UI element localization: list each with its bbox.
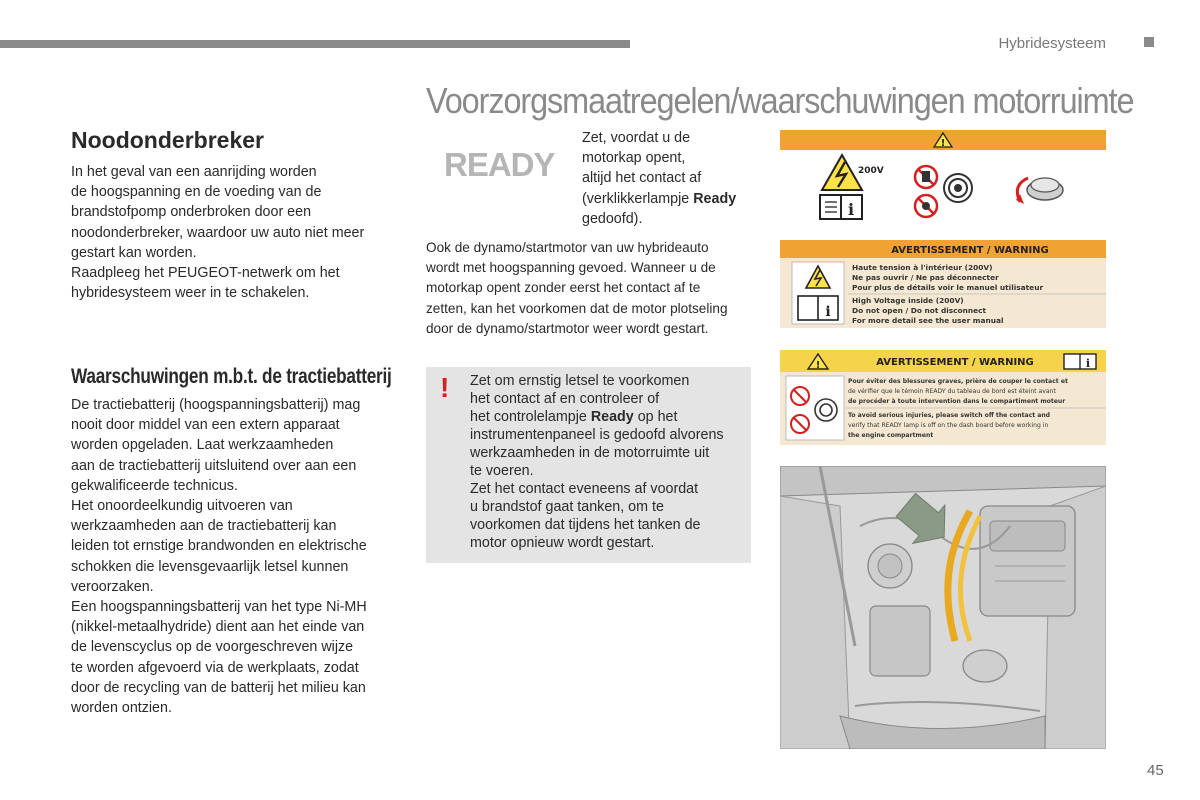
manual-book-icon — [1064, 354, 1096, 370]
label-line: For more detail see the user manual — [852, 316, 1004, 325]
label-line: de procéder à toute intervention dans le compartiment moteur — [848, 398, 1066, 405]
no-open-icon — [791, 387, 809, 405]
label-header: AVERTISSEMENT / WARNING — [891, 245, 1049, 256]
text-line: motor opnieuw wordt gestart. — [470, 535, 655, 551]
noodonderbreker-section — [71, 127, 401, 303]
label-line: Haute tension à l'intérieur (200V) — [852, 263, 993, 272]
cable-coil-icon — [815, 399, 837, 421]
text-line: motorkap opent, — [582, 150, 686, 167]
no-open-icon — [915, 166, 937, 188]
svg-text:i: i — [847, 200, 855, 219]
ready-word: Ready — [693, 190, 737, 207]
text-line: werkzaamheden in de motorruimte uit — [470, 445, 710, 461]
text-line: de hoogspanning en de voeding van de — [71, 184, 322, 201]
text-line: altijd het contact af — [582, 170, 702, 187]
ready-logo: READY — [444, 146, 555, 183]
text-line: door de recycling van de batterij het milieu kan — [71, 679, 366, 696]
text-line: (nikkel-metaalhydride) dient aan het einde van — [71, 619, 365, 636]
svg-text:!: ! — [940, 138, 946, 149]
high-voltage-warning-label — [780, 240, 1106, 328]
label-line: de vérifier que le témoin READY du tableau de bord est éteint avant — [848, 388, 1056, 395]
text-line: door de dynamo/startmotor weer wordt gestart. — [426, 320, 709, 336]
text-fragment: op het — [633, 409, 678, 425]
engine-warning-pictogram-label — [780, 130, 1106, 225]
manual-book-icon — [820, 195, 862, 219]
svg-text:!: ! — [815, 360, 821, 371]
text-fragment: (verklikkerlampje — [582, 190, 694, 207]
label-line: Pour éviter des blessures graves, prière de couper le contact et — [848, 378, 1068, 385]
text-line: te voeren. — [470, 463, 534, 479]
tractiebatterij-heading: Waarschuwingen m.b.t. de tractiebatterij — [71, 365, 392, 388]
text-line: zetten, kan het voorkomen dat de motor plotseling — [426, 300, 728, 316]
label-line: Ne pas ouvrir / Ne pas déconnecter — [852, 273, 999, 282]
text-line: Raadpleeg het PEUGEOT-netwerk om het — [71, 265, 340, 282]
label-line: verify that READY lamp is off on the dash board before working in — [848, 422, 1049, 429]
text-line: hybridesysteem weer in te schakelen. — [71, 285, 310, 302]
no-disconnect-icon — [915, 195, 937, 217]
svg-text:i: i — [1085, 357, 1091, 370]
text-line: worden opgeladen. Laat werkzaamheden — [71, 437, 334, 454]
svg-text:i: i — [825, 304, 831, 320]
text-line: schokken die levensgevaarlijk letsel kunnen — [71, 558, 349, 575]
page-title: Voorzorgsmaatregelen/waarschuwingen motorruimte — [426, 80, 1134, 121]
text-line: Een hoogspanningsbatterij van het type Ni-MH — [71, 599, 367, 616]
text-line: veroorzaken. — [71, 578, 154, 595]
label-line: Do not open / Do not disconnect — [852, 306, 987, 315]
section-title: Hybridesysteem — [998, 35, 1106, 52]
text-line: Ook de dynamo/startmotor van uw hybrideauto — [426, 240, 709, 255]
text-fragment: het controlelampje — [470, 409, 591, 425]
label-line: the engine compartment — [848, 432, 934, 439]
tractiebatterij-body — [71, 395, 401, 718]
text-line: worden ontzien. — [71, 700, 172, 717]
text-line: de levenscyclus op de voorgeschreven wijze — [71, 639, 354, 656]
tractiebatterij-section — [71, 365, 401, 718]
engine-compartment-illustration — [780, 466, 1106, 749]
dynamo-paragraph — [426, 238, 756, 339]
text-line: brandstofpomp onderbroken door een — [71, 204, 312, 221]
text-line: gedoofd). — [582, 210, 643, 227]
text-line: wordt met hoogspanning gevoed. Wanneer u de — [426, 260, 716, 276]
ready-warning-label — [780, 350, 1106, 445]
cable-coil-icon — [944, 174, 972, 202]
label-header: AVERTISSEMENT / WARNING — [876, 357, 1034, 368]
label-line: Pour plus de détails voir le manuel utilisateur — [852, 283, 1044, 292]
text-line: te worden afgevoerd via de werkplaats, zodat — [71, 659, 359, 676]
text-line: aan de tractiebatterij uitsluitend over aan een — [71, 457, 357, 474]
voltage-label: 200V — [858, 166, 884, 176]
text-line: nooit door middel van een extern apparaat — [71, 417, 340, 434]
ready-word: Ready — [590, 409, 634, 425]
text-line: In het geval van een aanrijding worden — [71, 164, 317, 180]
warning-text — [470, 372, 750, 552]
text-line — [582, 189, 762, 209]
text-line: Zet om ernstig letsel te voorkomen — [470, 373, 690, 389]
label-line: High Voltage inside (200V) — [852, 296, 964, 305]
text-line: gekwalificeerde technicus. — [71, 477, 238, 494]
text-line: gestart kan worden. — [71, 244, 197, 261]
warning-exclamation-icon: ! — [440, 372, 450, 403]
text-line: Zet, voordat u de — [582, 130, 691, 146]
text-line: het contact af en controleer of — [470, 391, 660, 407]
noodonderbreker-heading: Noodonderbreker — [71, 127, 264, 153]
text-line: Zet het contact eveneens af voordat — [470, 481, 699, 497]
manual-book-icon — [798, 296, 838, 320]
no-disconnect-icon — [791, 415, 809, 433]
text-line — [470, 408, 750, 426]
text-line: noodonderbreker, waardoor uw auto niet meer — [71, 224, 365, 241]
ready-instruction — [582, 128, 762, 229]
text-line: motorkap opent zonder eerst het contact af te — [426, 280, 701, 296]
text-line: u brandstof gaat tanken, om te — [470, 499, 664, 515]
text-line: werkzaamheden aan de tractiebatterij kan — [71, 518, 337, 535]
label-line: To avoid serious injuries, please switch off the contact and — [848, 412, 1051, 419]
text-line: Het onoordeelkundig uitvoeren van — [71, 498, 293, 515]
noodonderbreker-body — [71, 162, 401, 303]
text-line: voorkomen dat tijdens het tanken de — [470, 517, 701, 533]
header-bar — [0, 40, 630, 48]
page-number: 45 — [1147, 762, 1164, 779]
text-line: De tractiebatterij (hoogspanningsbatterij) mag — [71, 397, 361, 413]
text-line: instrumentenpaneel is gedoofd alvorens — [470, 427, 724, 443]
section-marker — [1144, 37, 1154, 47]
text-line: leiden tot ernstige brandwonden en elektrische — [71, 538, 367, 555]
